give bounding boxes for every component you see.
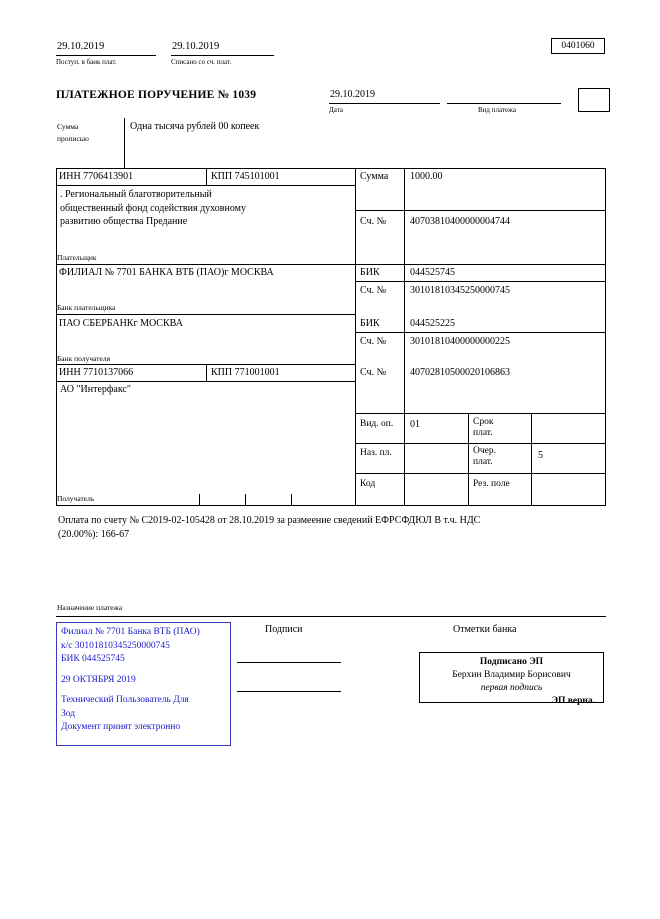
payer-account-divider xyxy=(404,210,405,264)
main-grid-vertical-divider xyxy=(355,168,356,505)
details-col1-divider xyxy=(404,413,405,505)
payer-bik-value: 044525745 xyxy=(410,267,455,278)
ocher-plat-label-1: Очер. xyxy=(473,446,496,456)
vid-op-value: 01 xyxy=(410,419,420,430)
date-writeoff-label: Списано со сч. плат. xyxy=(171,58,232,66)
rez-pole-label: Рез. поле xyxy=(473,479,510,489)
stamp-line-1: Филиал № 7701 Банка ВТБ (ПАО) xyxy=(61,627,200,637)
payee-bik-divider xyxy=(404,314,405,364)
payee-account-row-rule xyxy=(355,413,606,414)
payee-name: АО "Интерфакс" xyxy=(60,384,131,395)
payee-caption-tick-2 xyxy=(245,494,246,505)
bank-electronic-stamp xyxy=(56,622,231,746)
payee-kpp-label: КПП xyxy=(211,367,233,378)
details-row1-rule xyxy=(355,443,606,444)
ep-verified: ЭП верна. xyxy=(551,696,595,706)
payer-name xyxy=(60,188,352,229)
payer-name-line-2: общественный фонд содействия духовному xyxy=(60,202,247,214)
payment-kind-label: Вид платежа xyxy=(478,106,517,114)
payer-row-rule xyxy=(56,264,355,265)
payer-inn-kpp-divider xyxy=(206,168,207,185)
ocher-plat-value: 5 xyxy=(538,450,543,461)
stamp-line-3: БИК 044525745 xyxy=(61,654,125,664)
vid-op-label: Вид. оп. xyxy=(360,419,394,429)
payee-kpp xyxy=(211,367,280,378)
stamp-line-5: Технический Пользователь Для xyxy=(61,695,189,705)
details-row2-rule xyxy=(355,473,606,474)
amount-label: Сумма xyxy=(360,171,389,182)
date-paid-rule xyxy=(56,55,156,56)
stamp-line-2: к/с 30101810345250000745 xyxy=(61,640,170,651)
purpose-line-1: Оплата по счету № С2019-02-105428 от 28.10.2019 за размеение сведений ЕФРСФДЮЛ В т.ч. НДС xyxy=(58,515,481,526)
form-code-box: 0401060 xyxy=(551,38,605,54)
payer-bank-row-rule xyxy=(56,314,355,315)
payee-bik-label: БИК xyxy=(360,318,380,329)
kod-label: Код xyxy=(360,479,376,489)
payment-kind-box xyxy=(578,88,610,112)
payer-name-line-1: . Региональный благотворительный xyxy=(60,189,212,200)
payer-corr-value: 30101810345250000745 xyxy=(410,285,510,296)
payer-bik-label: БИК xyxy=(360,267,380,278)
bank-marks-label: Отметки банка xyxy=(453,624,517,635)
main-grid-right-edge xyxy=(605,168,606,505)
payer-inn xyxy=(59,171,133,182)
payee-caption-tick-3 xyxy=(291,494,292,505)
payee-corr-label: Сч. № xyxy=(360,336,387,347)
payee-caption: Получатель xyxy=(57,494,95,503)
page-title: ПЛАТЕЖНОЕ ПОРУЧЕНИЕ № 1039 xyxy=(56,89,257,101)
stamp-line-6: Зод xyxy=(61,708,76,719)
srok-plat-label-1: Срок xyxy=(473,417,494,427)
signatures-label: Подписи xyxy=(265,624,303,635)
payer-account-label: Сч. № xyxy=(360,216,387,227)
date-paid-label: Поступ. в банк плат. xyxy=(56,58,117,66)
payee-bank-name: ПАО СБЕРБАНКг МОСКВА xyxy=(59,318,183,329)
amount-words-label-1: Сумма xyxy=(57,122,79,131)
stamp-line-4: 29 ОКТЯБРЯ 2019 xyxy=(61,674,136,685)
payer-inn-row-rule xyxy=(56,185,355,186)
srok-plat-label-2: плат. xyxy=(473,428,493,438)
ep-person: Берхин Владимир Борисович xyxy=(452,670,571,680)
payee-account-value: 40702810500020106863 xyxy=(410,367,510,378)
payee-inn-kpp-divider xyxy=(206,364,207,381)
doc-date-rule xyxy=(329,103,440,104)
date-paid-value: 29.10.2019 xyxy=(57,41,105,52)
purpose-bottom-rule xyxy=(56,616,606,617)
signature-rule-1 xyxy=(237,662,341,663)
doc-date-value: 29.10.2019 xyxy=(330,89,375,100)
payee-row-rule xyxy=(56,505,606,506)
payee-account-divider xyxy=(404,364,405,413)
payee-bik-row-rule xyxy=(355,332,606,333)
stamp-line-7: Документ принят электронно xyxy=(61,722,181,732)
purpose-line-2: (20.00%): 166-67 xyxy=(58,528,130,540)
payer-bank-caption: Банк плательщика xyxy=(57,303,116,312)
naz-pl-label: Наз. пл. xyxy=(360,448,392,458)
doc-date-label: Дата xyxy=(329,106,343,114)
payee-account-label: Сч. № xyxy=(360,367,387,378)
payee-corr-value: 30101810400000000225 xyxy=(410,336,510,347)
payee-inn-label: ИНН xyxy=(59,367,81,378)
payer-name-line-3: развитию общества Предание xyxy=(60,216,188,227)
ep-title: Подписано ЭП xyxy=(479,657,544,667)
details-col2-divider xyxy=(468,413,469,505)
payer-kpp-value: 745101001 xyxy=(234,171,280,182)
payee-kpp-value: 771001001 xyxy=(234,367,280,378)
amount-words-value: Одна тысяча рублей 00 копеек xyxy=(130,121,260,132)
payment-kind-rule xyxy=(447,103,561,104)
payer-account-row-rule xyxy=(355,264,606,265)
ep-sign-kind: первая подпись xyxy=(480,683,543,693)
amount-words-label-2: прописью xyxy=(57,134,89,143)
payee-bik-value: 044525225 xyxy=(410,318,455,329)
payer-corr-label: Сч. № xyxy=(360,285,387,296)
amount-value: 1000.00 xyxy=(410,171,443,182)
grid-top-rule xyxy=(56,168,606,169)
payee-bank-caption: Банк получателя xyxy=(57,354,111,363)
date-writeoff-rule xyxy=(171,55,274,56)
payer-kpp xyxy=(211,171,280,182)
date-writeoff-value: 29.10.2019 xyxy=(172,41,220,52)
payee-inn xyxy=(59,367,133,378)
signature-rule-2 xyxy=(237,691,341,692)
purpose-caption: Назначение платежа xyxy=(57,603,123,612)
payer-bank-name: ФИЛИАЛ № 7701 БАНКА ВТБ (ПАО)г МОСКВА xyxy=(59,267,274,278)
payer-bik-row-rule xyxy=(355,281,606,282)
payee-caption-tick-1 xyxy=(199,494,200,505)
amount-divider xyxy=(404,168,405,210)
details-col3-divider xyxy=(531,413,532,505)
payer-inn-value: 7706413901 xyxy=(83,171,134,182)
payer-kpp-label: КПП xyxy=(211,171,233,182)
electronic-signature-box xyxy=(419,652,604,706)
main-grid-left-edge xyxy=(56,168,57,505)
payer-inn-label: ИНН xyxy=(59,171,81,182)
payee-inn-value: 7710137066 xyxy=(83,367,134,378)
payer-bik-divider xyxy=(404,264,405,314)
purpose-text xyxy=(58,514,598,541)
ocher-plat-label-2: плат. xyxy=(473,457,493,467)
amount-row-rule xyxy=(355,210,606,211)
payer-account-value: 40703810400000004744 xyxy=(410,216,510,227)
payee-inn-row-rule xyxy=(56,381,355,382)
amount-words-divider xyxy=(124,118,125,168)
payer-caption: Плательщик xyxy=(57,253,97,262)
